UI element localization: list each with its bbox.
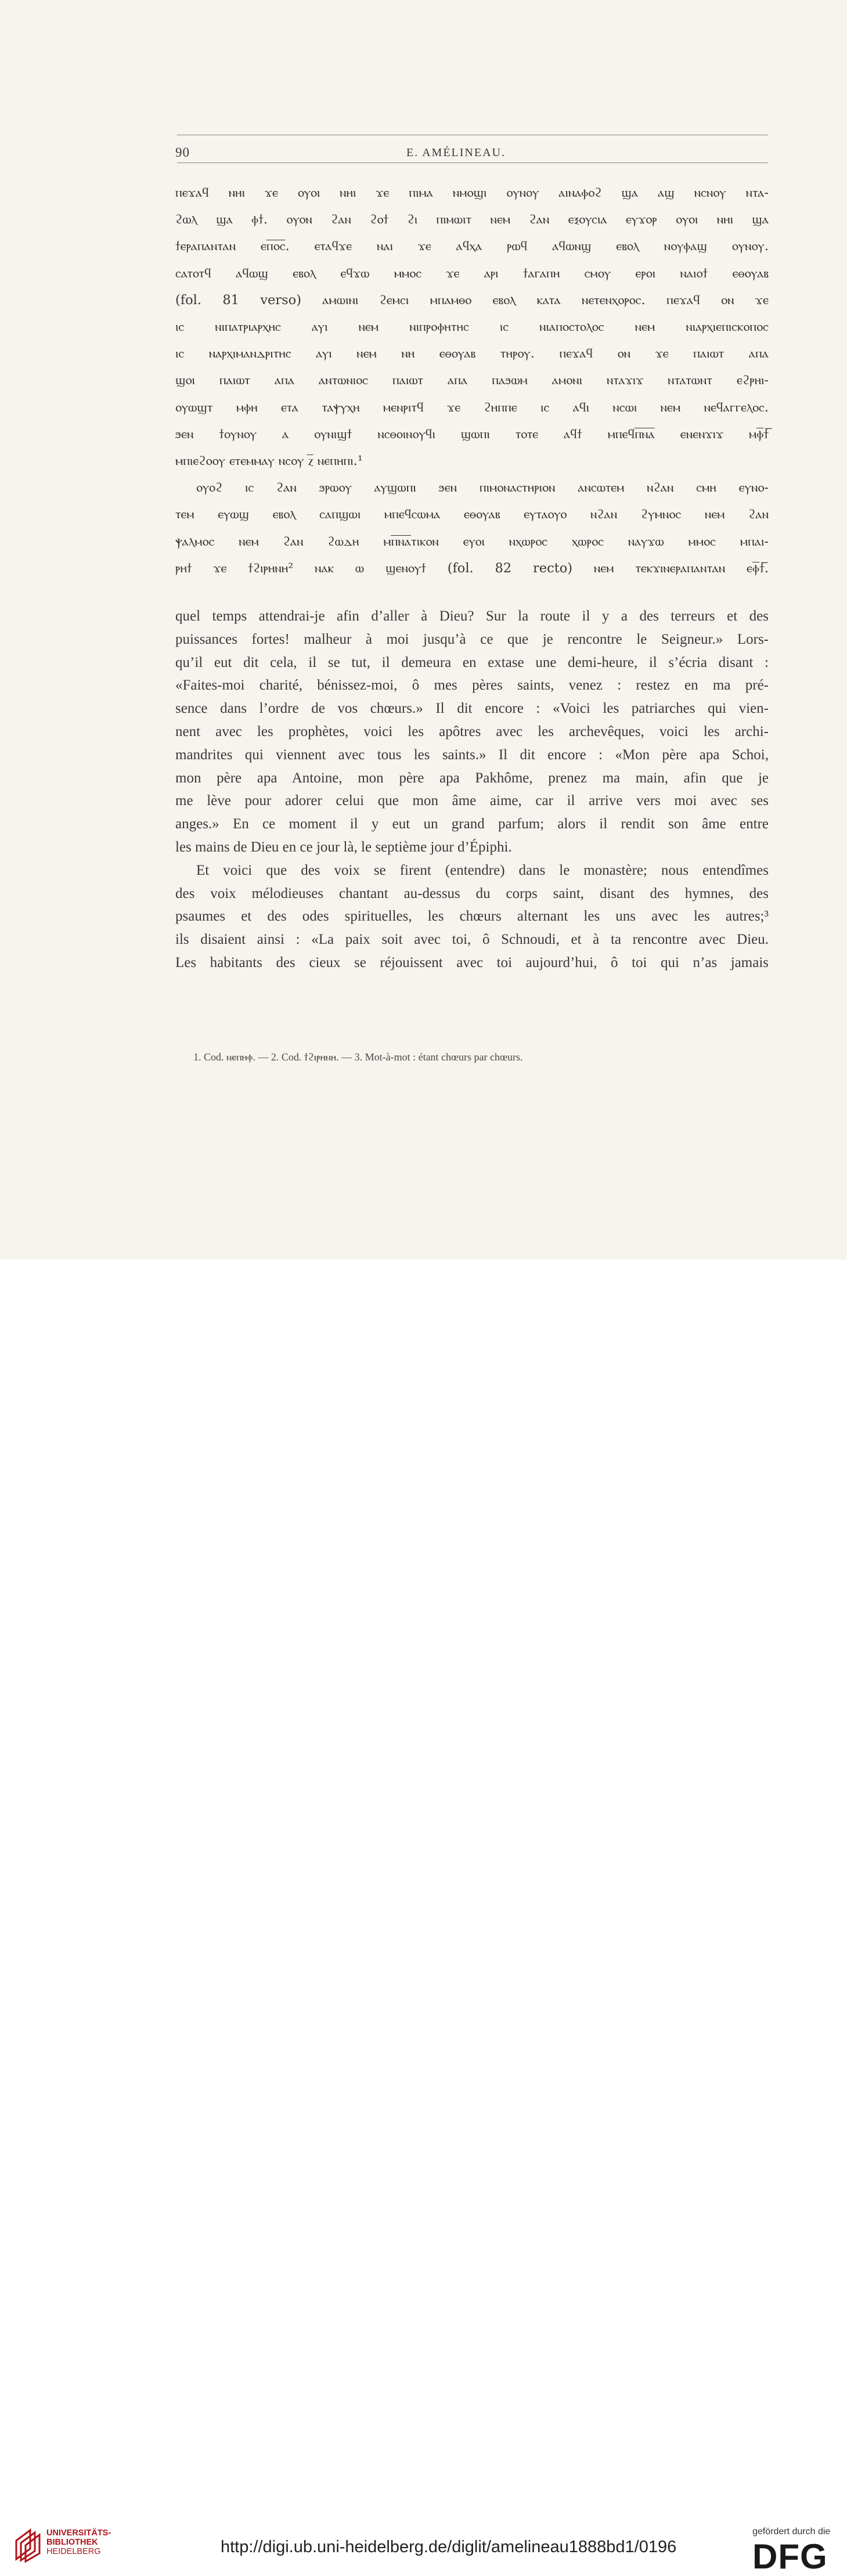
coptic-line: ⲟⲩⲟϩ ⲓⲥ ϩⲁⲛ ϧⲣⲱⲟⲩ ⲁⲩϣⲱⲡⲓ ϧⲉⲛ ⲡⲓⲙⲟⲛⲁⲥⲧⲏⲣⲓⲟⲛ ⲁⲛⲥⲱⲧⲉⲙ ⲛϩⲁⲛ ⲥⲙⲏ ⲉⲩⲛⲟ- — [196, 480, 769, 496]
french-line: Les habitants des cieux se réjouissent avec toi aujourd’hui, ô toi qui n’as jamais — [175, 954, 769, 970]
library-name — [46, 2528, 111, 2556]
french-line: quel temps attendrai-je afin d’aller à Dieu? Sur la route il y a des terreurs et des — [175, 608, 769, 624]
coptic-line: ϧⲉⲛ ϯⲟⲩⲛⲟⲩ ⲁ ⲟⲩⲛⲓϣϯ ⲛⲥⲑⲟⲓⲛⲟⲩϥⲓ ϣⲱⲡⲓ ⲧⲟⲧⲉ ⲁϥϯ ⲙⲡⲉϥⲡ̅ⲛ̅ⲁ̅ ⲉⲛⲉⲛϫⲓϫ ⲙⲫ̅ϯ̅ — [175, 426, 769, 442]
french-line: nent avec les prophètes, voici les apôtres avec les archevêques, voici les archi- — [175, 723, 769, 739]
french-line: sence dans l’ordre de vos chœurs.» Il dit encore : «Voici les patriarches qui vien- — [175, 701, 769, 717]
french-line: anges.» En ce moment il y eut un grand parfum; alors il rendit son âme entre — [175, 816, 769, 832]
french-line: «Faites-moi charité, bénissez-moi, ô mes pères saints, venez : restez en ma pré- — [175, 677, 769, 694]
funded-by-label: gefördert durch die — [752, 2527, 831, 2537]
coptic-line: ⲧⲉⲙ ⲉⲩⲱϣ ⲉⲃⲟⲗ ⲥⲁⲡϣⲱⲓ ⲙⲡⲉϥⲥⲱⲙⲁ ⲉⲑⲟⲩⲁⲃ ⲉⲩⲧⲁⲟⲩⲟ ⲛϩⲁⲛ ϩⲩⲙⲛⲟⲥ ⲛⲉⲙ ϩⲁⲛ — [175, 507, 769, 522]
french-translation-block — [175, 605, 769, 975]
coptic-line: (fol. 81 verso) ⲁⲙⲱⲓⲛⲓ ϩⲉⲙⲥⲓ ⲙⲡⲁⲙⲑⲟ ⲉⲃⲟⲗ ⲕⲁⲧⲁ ⲛⲉⲧⲉⲛⲭⲟⲣⲟⲥ. ⲡⲉϫⲁϥ ⲟⲛ ϫⲉ — [175, 292, 769, 308]
french-line: ils disaient ainsi : «La paix soit avec toi, ô Schnoudi, et à ta rencontre avec Dieu. — [175, 932, 769, 948]
coptic-line: ϯⲉⲣⲁⲡⲁⲛⲧⲁⲛ ⲉⲡ̅ⲟ̅ⲥ̅. ⲉⲧⲁϥϫⲉ ⲛⲁⲓ ϫⲉ ⲁϥⲭⲁ ⲣⲱϥ ⲁϥⲱⲛϣ ⲉⲃⲟⲗ ⲛⲟⲩⲫⲁϣ ⲟⲩⲛⲟⲩ. — [175, 239, 769, 254]
digitization-footer — [0, 1260, 847, 2576]
french-line: mon père apa Antoine, mon père apa Pakhôme, prenez ma main, afin que je — [175, 770, 769, 786]
french-line: me lève pour adorer celui que mon âme aime, car il arrive vers moi avec ses — [175, 793, 769, 809]
university-library-logo-icon — [13, 2528, 43, 2563]
french-line: des voix mélodieuses chantant au-dessus du corps saint, disant des hymnes, des — [175, 885, 769, 901]
coptic-line: ϣⲟⲓ ⲡⲁⲓⲱⲧ ⲁⲡⲁ ⲁⲛⲧⲱⲛⲓⲟⲥ ⲡⲁⲓⲱⲧ ⲁⲡⲁ ⲡⲁϧⲱⲙ ⲁⲙⲟⲛⲓ ⲛⲧⲁϫⲓϫ ⲛⲧⲁⲧⲱⲛⲧ ⲉϩⲣⲏⲓ- — [175, 373, 769, 388]
coptic-text-block — [175, 179, 769, 582]
coptic-line: ⲓⲥ ⲛⲁⲣⲭⲓⲙⲁⲛⲇⲣⲓⲧⲏⲥ ⲁⲩⲓ ⲛⲉⲙ ⲛⲏ ⲉⲑⲟⲩⲁⲃ ⲧⲏⲣⲟⲩ. ⲡⲉϫⲁϥ ⲟⲛ ϫⲉ ⲡⲁⲓⲱⲧ ⲁⲡⲁ — [175, 346, 769, 362]
library-name-line: BIBLIOTHEK — [46, 2538, 98, 2547]
coptic-line: ⲙⲡⲓⲉϩⲟⲟⲩ ⲉⲧⲉⲙⲙⲁⲩ ⲛⲥⲟⲩ ⲍ̅ ⲛⲉⲡⲏⲡⲓ.¹ — [175, 453, 363, 469]
coptic-line: ⲓⲥ ⲛⲓⲡⲁⲧⲣⲓⲁⲣⲭⲏⲥ ⲁⲩⲓ ⲛⲉⲙ ⲛⲓⲡⲣⲟⲫⲏⲧⲏⲥ ⲓⲥ ⲛⲓⲁⲡⲟⲥⲧⲟⲗⲟⲥ ⲛⲉⲙ ⲛⲓⲁⲣⲭⲓⲉⲡⲓⲥⲕⲟⲡⲟⲥ — [175, 319, 769, 335]
french-line: psaumes et des odes spirituelles, les chœurs alternant les uns avec les autres;³ — [175, 908, 769, 925]
french-line: Et voici que des voix se firent (entendre) dans le monastère; nous entendîmes — [196, 862, 769, 878]
running-head: E. AMÉLINEAU. — [406, 146, 506, 159]
coptic-line: ⲡⲉϫⲁϥ ⲛⲏⲓ ϫⲉ ⲟⲩⲟⲓ ⲛⲏⲓ ϫⲉ ⲡⲓⲙⲁ ⲛⲙⲟϣⲓ ⲟⲩⲛⲟⲩ ⲁⲓⲛⲁⲫⲟϩ ϣⲁ ⲁϣ ⲛⲥⲛⲟⲩ ⲛⲧⲁ- — [175, 185, 769, 200]
french-line: qu’il eut dit cela, il se tut, il demeura en extase une demi-heure, il s’écria disant : — [175, 654, 769, 670]
dfg-logo: DFG — [752, 2537, 828, 2576]
footnotes: 1. Cod. ⲛⲉⲡⲏⲫ. — 2. Cod. ϯϩⲓⲣⲏⲛⲏ. — 3. Mot-à-mot : étant chœurs par chœurs. — [193, 1051, 523, 1063]
coptic-line: ⲥⲁⲧⲟⲧϥ ⲁϥⲱϣ ⲉⲃⲟⲗ ⲉϥϫⲱ ⲙⲙⲟⲥ ϫⲉ ⲁⲣⲓ ϯⲁⲅⲁⲡⲏ ⲥⲙⲟⲩ ⲉⲣⲟⲓ ⲛⲁⲓⲟϯ ⲉⲑⲟⲩⲁⲃ — [175, 265, 769, 281]
page-number: 90 — [175, 145, 190, 160]
source-url-link[interactable]: http://digi.ub.uni-heidelberg.de/diglit/amelineau1888bd1/0196 — [221, 2538, 677, 2556]
french-line: les mains de Dieu en ce jour là, le septième jour d’Épiphi. — [175, 839, 512, 855]
french-line: puissances fortes! malheur à moi jusqu’à ce que je rencontre le Seigneur.» Lors- — [175, 631, 769, 647]
library-name-line: UNIVERSITÄTS- — [46, 2528, 111, 2538]
coptic-line: ⲟⲩⲱϣⲧ ⲙⲫⲏ ⲉⲧⲁ ⲧⲁⲯⲩⲭⲏ ⲙⲉⲛⲣⲓⲧϥ ϫⲉ ϩⲏⲡⲡⲉ ⲓⲥ ⲁϥⲓ ⲛⲥⲱⲓ ⲛⲉⲙ ⲛⲉϥⲁⲅⲅⲉⲗⲟⲥ. — [175, 399, 769, 415]
library-name-line: HEIDELBERG — [46, 2547, 101, 2556]
coptic-line: ⲣⲏϯ ϫⲉ ϯϩⲓⲣⲏⲛⲏ² ⲛⲁⲕ ⲱ ϣⲉⲛⲟⲩϯ (fol. 82 recto) ⲛⲉⲙ ⲧⲉⲕϫⲓⲛⲉⲣⲁⲡⲁⲛⲧⲁⲛ ⲉⲫ̅ϯ̅. — [175, 560, 769, 576]
coptic-line: ⲯⲁⲗⲙⲟⲥ ⲛⲉⲙ ϩⲁⲛ ϩⲱⲇⲏ ⲙⲡ̅ⲛ̅ⲁ̅ⲧⲓⲕⲟⲛ ⲉⲩⲟⲓ ⲛⲭⲱⲣⲟⲥ ⲭⲱⲣⲟⲥ ⲛⲁⲩϫⲱ ⲙⲙⲟⲥ ⲙⲡⲁⲓ- — [175, 533, 769, 549]
coptic-line: ϩⲱⲗ ϣⲁ ⲫϯ. ⲟⲩⲟⲛ ϩⲁⲛ ϩⲟϯ ϩⲓ ⲡⲓⲙⲱⲓⲧ ⲛⲉⲙ ϩⲁⲛ ⲉⲝⲟⲩⲥⲓⲁ ⲉⲩϫⲟⲣ ⲟⲩⲟⲓ ⲛⲏⲓ ϣⲁ — [175, 212, 769, 228]
french-line: mandrites qui viennent avec tous les saints.» Il dit encore : «Mon père apa Schoi, — [175, 746, 769, 763]
book-page — [0, 0, 847, 1260]
